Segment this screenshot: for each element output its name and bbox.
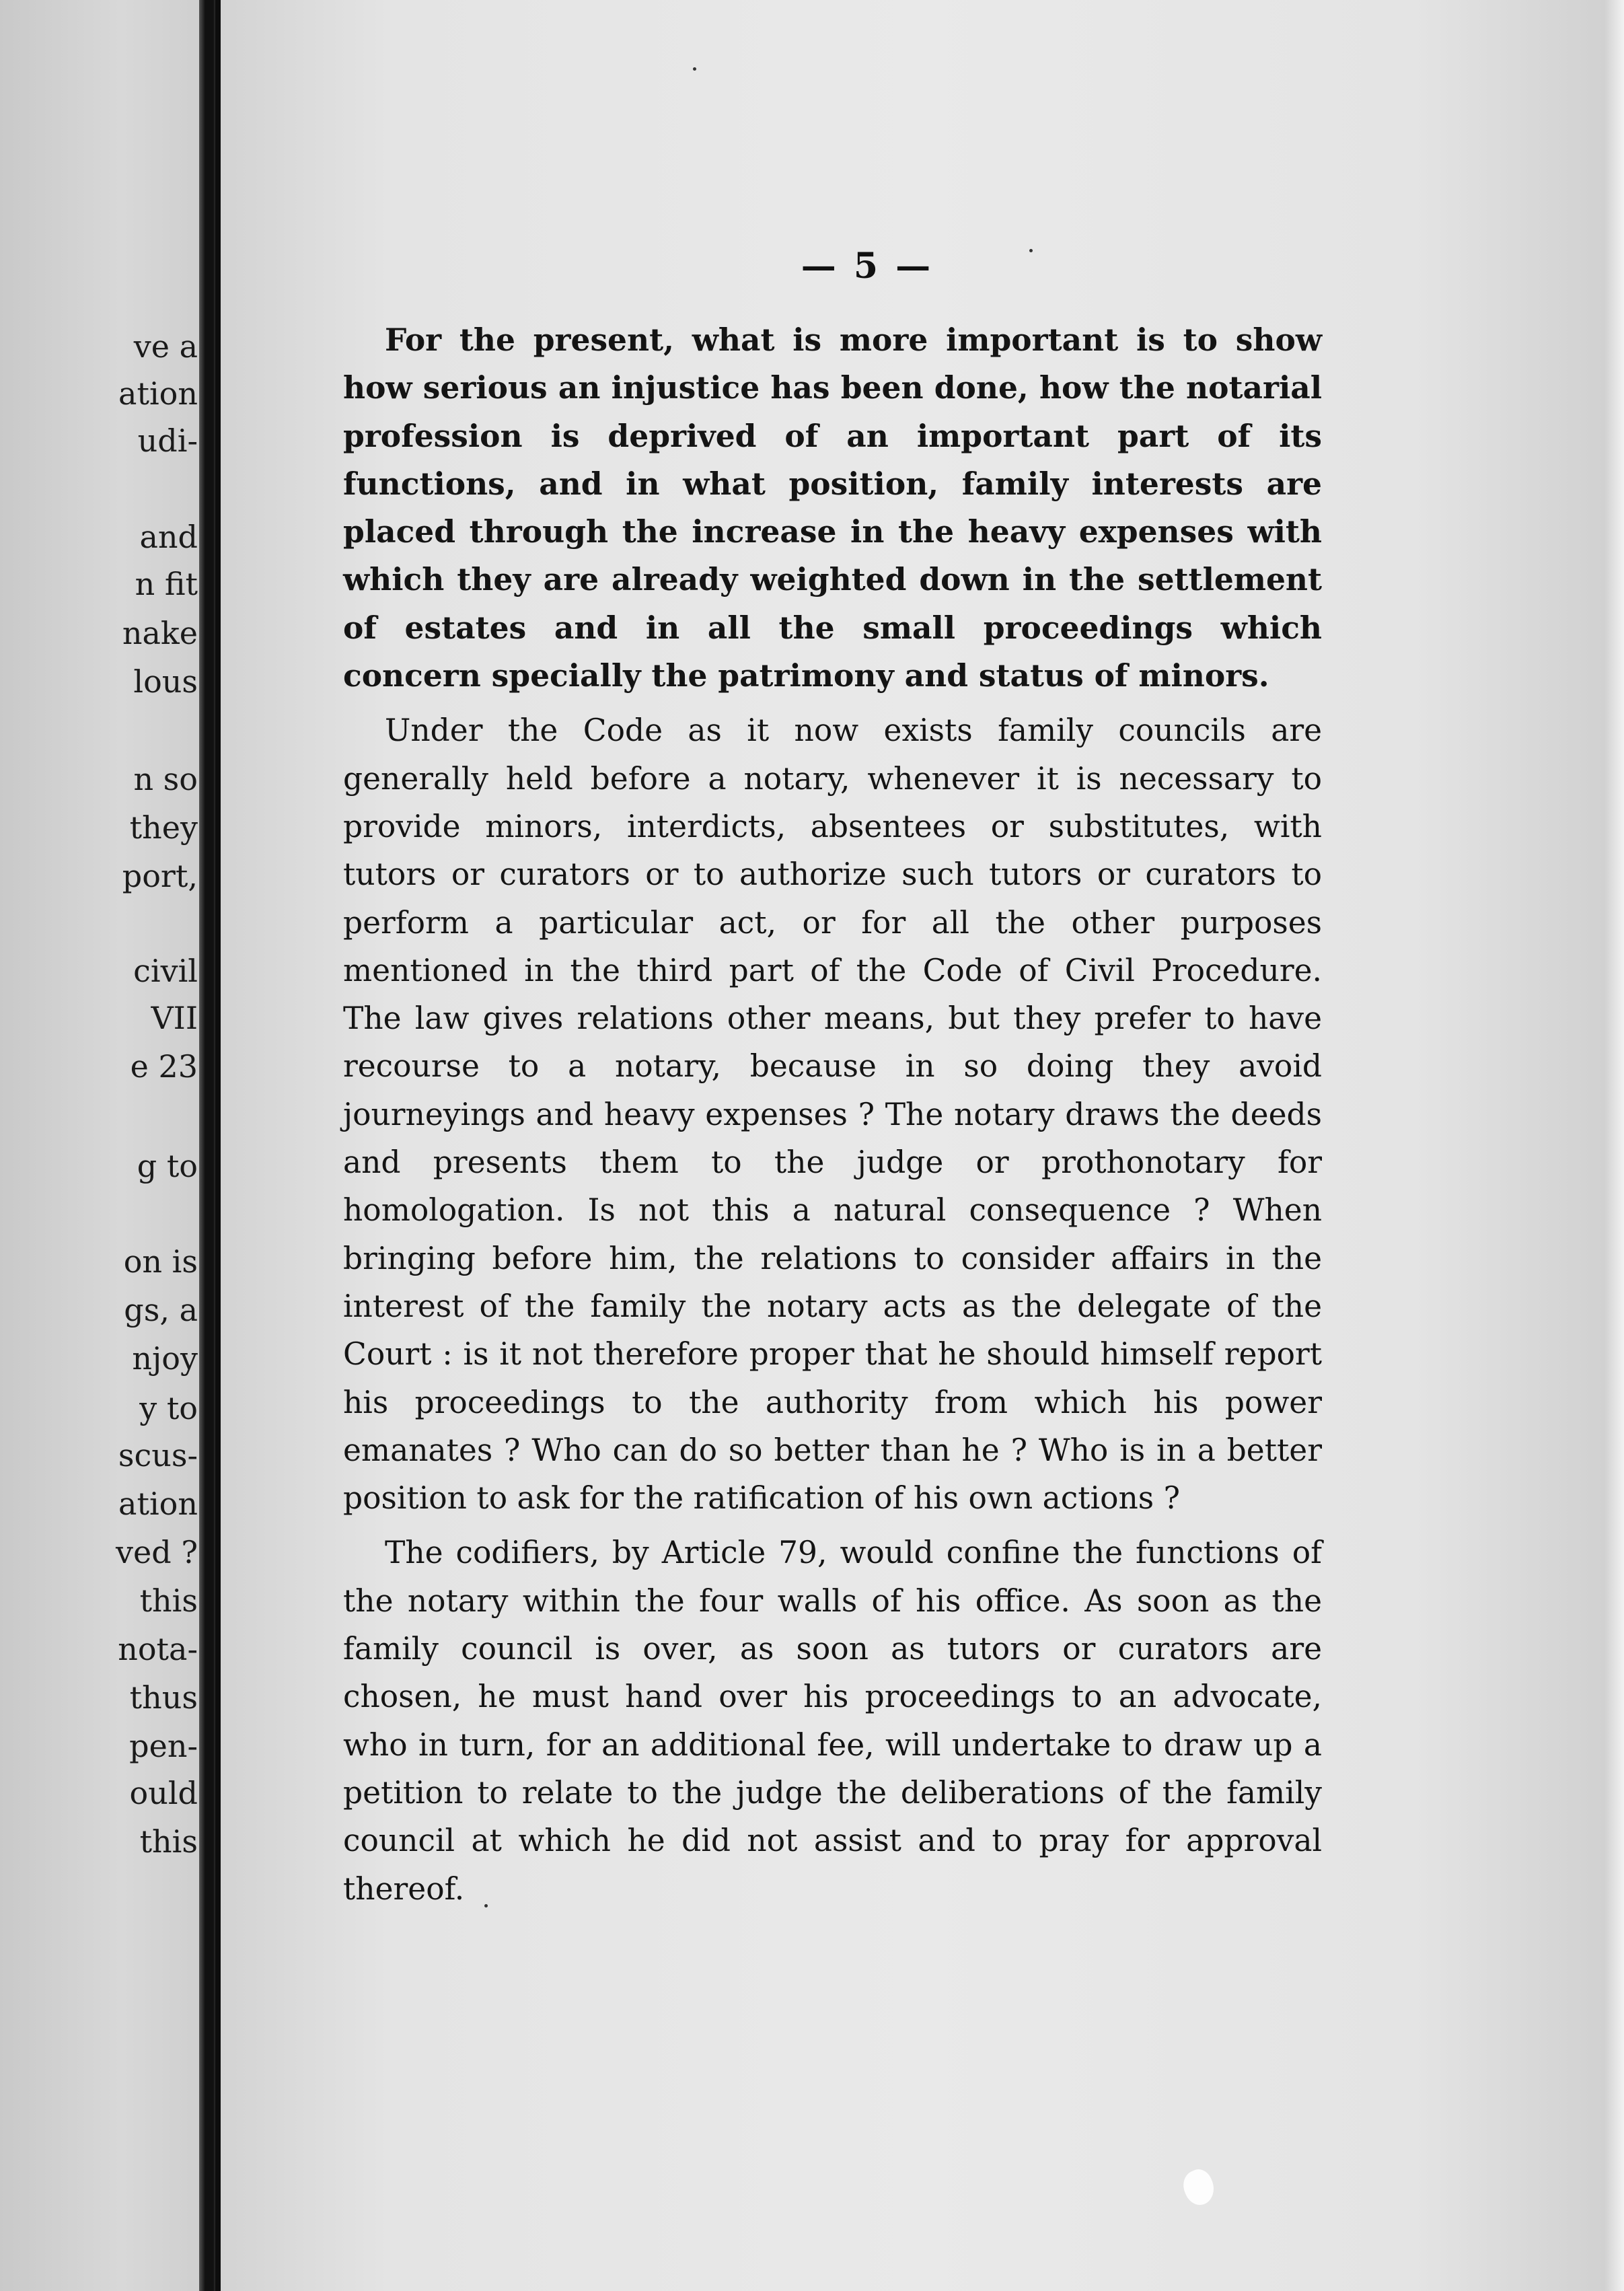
left-fragment: lous — [133, 663, 198, 700]
scan-dot — [693, 67, 696, 71]
left-fragment: scus- — [118, 1437, 198, 1474]
left-fragment: ve a — [133, 328, 198, 365]
left-fragment: port, — [122, 858, 198, 894]
left-page-edge — [0, 0, 202, 2291]
left-fragment: udi- — [137, 423, 198, 459]
gutter-line — [215, 0, 221, 2291]
left-fragment: ved ? — [116, 1534, 198, 1570]
left-fragment: y to — [139, 1390, 198, 1426]
paragraph-1: For the present, what is more important is to show how serious an injustice has been done, how the notarial profession is deprived of an important part of its functions, and in what position, family interests are placed through the increase in the heavy expenses with which they are already weighted down in the settlement of estates and in all the small proceedings which concern specially the patrimony and status of minors. — [343, 322, 1322, 694]
scan-dot — [1029, 249, 1033, 252]
left-fragment: nake — [122, 615, 198, 651]
left-fragment: njoy — [132, 1340, 198, 1377]
page-number: — 5 — — [801, 246, 934, 287]
paragraph-3: The codifiers, by Article 79, would confine the functions of the notary within the four walls of his office. As soon as the family council is over, as soon as tutors or curators are chosen, he must hand over his proceedings to an advocate, who in turn, for an additional fee, will undertake to draw up a petition to relate to the judge the deliberations of the family council at which he did not assist and to pray for approval thereof. — [343, 1535, 1322, 1907]
left-fragment: ould — [129, 1775, 198, 1811]
left-fragment: gs, a — [124, 1292, 198, 1328]
left-fragment: g to — [137, 1148, 198, 1184]
paragraph-2: Under the Code as it now exists family councils are generally held before a notary, whenever it is necessary to provide minors, interdicts, absentees or substitutes, with tutors or curators or to authorize such tutors or curators to perform a particular act, or for all the other purposes mentioned in the third part of the Code of Civil Procedure. The law gives relations other means, but they prefer to have recourse to a notary, because in so doing they avoid journeyings and heavy expenses ? The notary draws the deeds and presents them to the judge or prothonotary for homologation. Is not this a natural consequence ? When bringing before him, the relations to consider affairs in the interest of the family the notary acts as the delegate of the Court : is it not therefore proper that he should himself report his proceedings to the authority from which his power emanates ? Who can do so better than he ? Who is in a better position to ask for the ratification of his own actions ? — [343, 713, 1322, 1517]
left-fragment: this — [139, 1823, 198, 1860]
left-fragment: and — [139, 519, 198, 555]
left-fragment: VII — [151, 1000, 198, 1036]
left-fragment: pen- — [129, 1728, 198, 1764]
right-page-edge — [1604, 0, 1624, 2291]
scan-dot — [484, 1904, 488, 1907]
left-fragment: this — [139, 1583, 198, 1619]
left-fragment: ation — [118, 375, 198, 412]
body-text — [343, 316, 1322, 1920]
left-fragment: n so — [133, 761, 198, 797]
left-fragment: on is — [123, 1243, 198, 1280]
left-fragment: e 23 — [130, 1048, 198, 1085]
left-fragment: ation — [118, 1486, 198, 1522]
left-fragment: they — [129, 809, 198, 846]
left-fragment: nota- — [118, 1631, 198, 1667]
left-fragment: civil — [133, 953, 198, 989]
left-fragment: n fit — [135, 566, 198, 602]
left-fragment: thus — [129, 1679, 198, 1716]
